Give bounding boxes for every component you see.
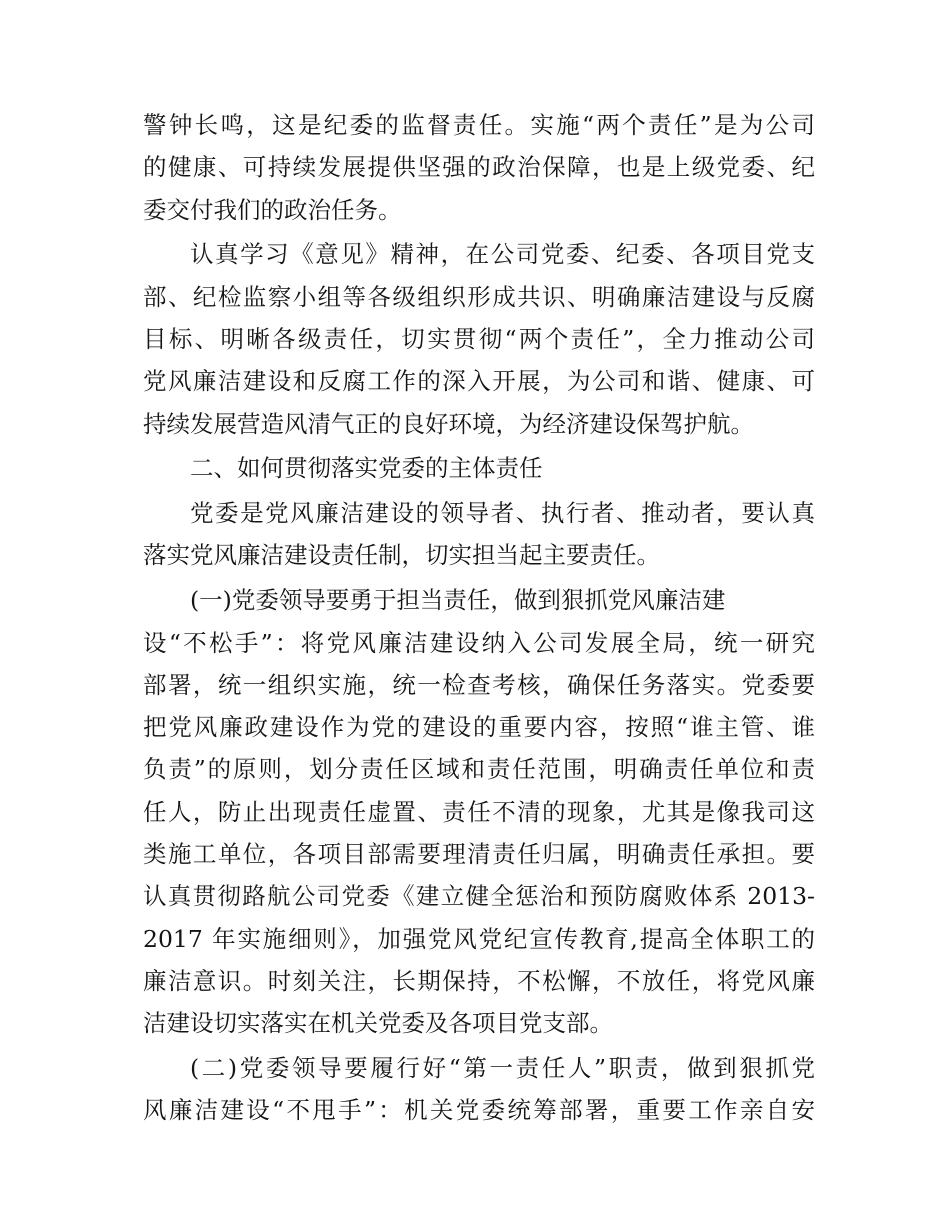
text-line: 落实党风廉洁建设责任制，切实担当起主要责任。 bbox=[143, 541, 660, 570]
text-line: 持续发展营造风清气正的良好环境，为经济建设保驾护航。 bbox=[143, 409, 754, 438]
text-line: 认真贯彻路航公司党委《建立健全惩治和预防腐败体系 2013- bbox=[143, 882, 815, 911]
text-line: 负责”的原则，划分责任区域和责任范围，明确责任单位和责 bbox=[143, 755, 815, 784]
text-line: 类施工单位，各项目部需要理清责任归属，明确责任承担。要 bbox=[143, 840, 815, 869]
text-line: 任人，防止出现责任虚置、责任不清的现象，尤其是像我司这 bbox=[143, 797, 815, 826]
text-line: 二、如何贯彻落实党委的主体责任 bbox=[190, 454, 543, 483]
text-line: 党委是党风廉洁建设的领导者、执行者、推动者，要认真 bbox=[190, 499, 815, 528]
text-line: (一)党委领导要勇于担当责任，做到狠抓党风廉洁建 bbox=[190, 586, 726, 615]
text-line: 廉洁意识。时刻关注，长期保持，不松懈，不放任，将党风廉 bbox=[143, 966, 815, 995]
text-line: 风廉洁建设“不甩手”：机关党委统筹部署，重要工作亲自安 bbox=[143, 1096, 815, 1125]
text-line: 洁建设切实落实在机关党委及各项目党支部。 bbox=[143, 1009, 613, 1038]
text-line: 目标、明晰各级责任，切实贯彻“两个责任”，全力推动公司 bbox=[143, 324, 815, 353]
text-line: 部署，统一组织实施，统一检查考核，确保任务落实。党委要 bbox=[143, 670, 815, 699]
text-line: 设“不松手”：将党风廉洁建设纳入公司发展全局，统一研究 bbox=[143, 628, 815, 657]
text-line: 把党风廉政建设作为党的建设的重要内容，按照“谁主管、谁 bbox=[143, 713, 815, 742]
text-line: 部、纪检监察小组等各级组织形成共识、明确廉洁建设与反腐 bbox=[143, 282, 815, 311]
text-line: 委交付我们的政治任务。 bbox=[143, 195, 402, 224]
text-line: 认真学习《意见》精神，在公司党委、纪委、各项目党支 bbox=[190, 240, 815, 269]
text-line: 警钟长鸣，这是纪委的监督责任。实施“两个责任”是为公司 bbox=[143, 111, 815, 139]
document-body bbox=[143, 104, 815, 1132]
text-line: 党风廉洁建设和反腐工作的深入开展，为公司和谐、健康、可 bbox=[143, 367, 815, 396]
text-line: 2017 年实施细则》，加强党风党纪宣传教育,提高全体职工的 bbox=[143, 924, 815, 953]
text-line: 的健康、可持续发展提供坚强的政治保障，也是上级党委、纪 bbox=[143, 153, 815, 182]
text-line: (二)党委领导要履行好“第一责任人”职责，做到狠抓党 bbox=[190, 1054, 815, 1083]
